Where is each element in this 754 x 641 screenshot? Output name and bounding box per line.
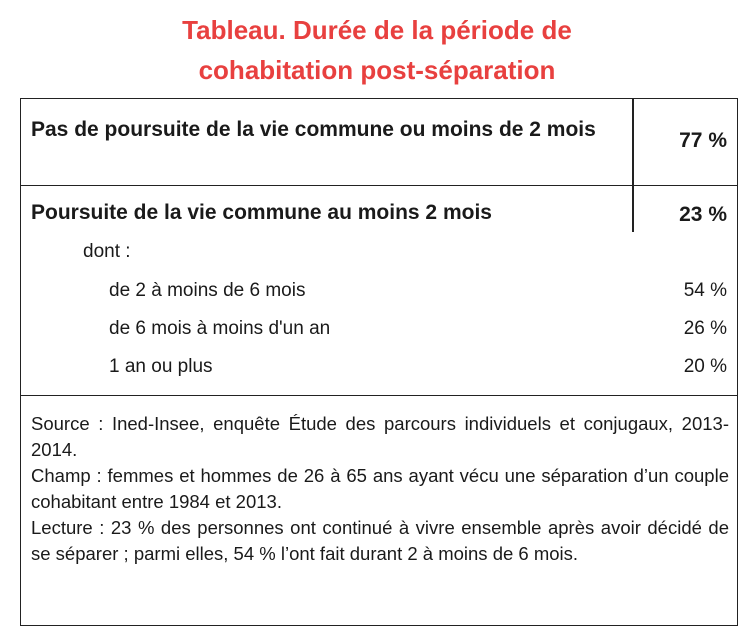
row-value: 77 % xyxy=(679,129,727,152)
lecture-note: Lecture : 23 % des personnes ont continué à vivre ensemble après avoir décidé de se séparer ; parmi elles, 54 % l’ont fait durant 2 à moins de 6 mois. xyxy=(31,517,729,564)
row-label-continuation: Poursuite de la vie commune au moins 2 mois xyxy=(31,201,492,224)
title-line-2: cohabitation post-séparation xyxy=(198,55,556,85)
table-title xyxy=(0,10,754,90)
table-notes xyxy=(31,411,729,567)
subrow-value: 20 % xyxy=(683,356,727,377)
subrow-value: 26 % xyxy=(683,318,727,339)
column-divider xyxy=(632,185,634,232)
subrow-label: 1 an ou plus xyxy=(109,356,213,377)
title-line-1: Tableau. Durée de la période de xyxy=(182,15,572,45)
column-divider xyxy=(632,99,634,185)
subrow-label: de 2 à moins de 6 mois xyxy=(109,280,306,301)
row-label: Pas de poursuite de la vie commune ou moins de 2 mois xyxy=(31,118,596,141)
row-value-continuation: 23 % xyxy=(679,203,727,226)
notes-divider xyxy=(21,395,737,396)
source-note: Source : Ined-Insee, enquête Étude des parcours individuels et conjugaux, 2013-2014. xyxy=(31,413,729,460)
subrow-label: de 6 mois à moins d'un an xyxy=(109,318,331,339)
data-table xyxy=(20,98,738,626)
table-row-no-continuation xyxy=(21,99,737,186)
subrow-intro: dont : xyxy=(83,241,131,262)
subrow-value: 54 % xyxy=(683,280,727,301)
champ-note: Champ : femmes et hommes de 26 à 65 ans ayant vécu une séparation d’un couple cohabitant entre 1984 et 2013. xyxy=(31,465,729,512)
